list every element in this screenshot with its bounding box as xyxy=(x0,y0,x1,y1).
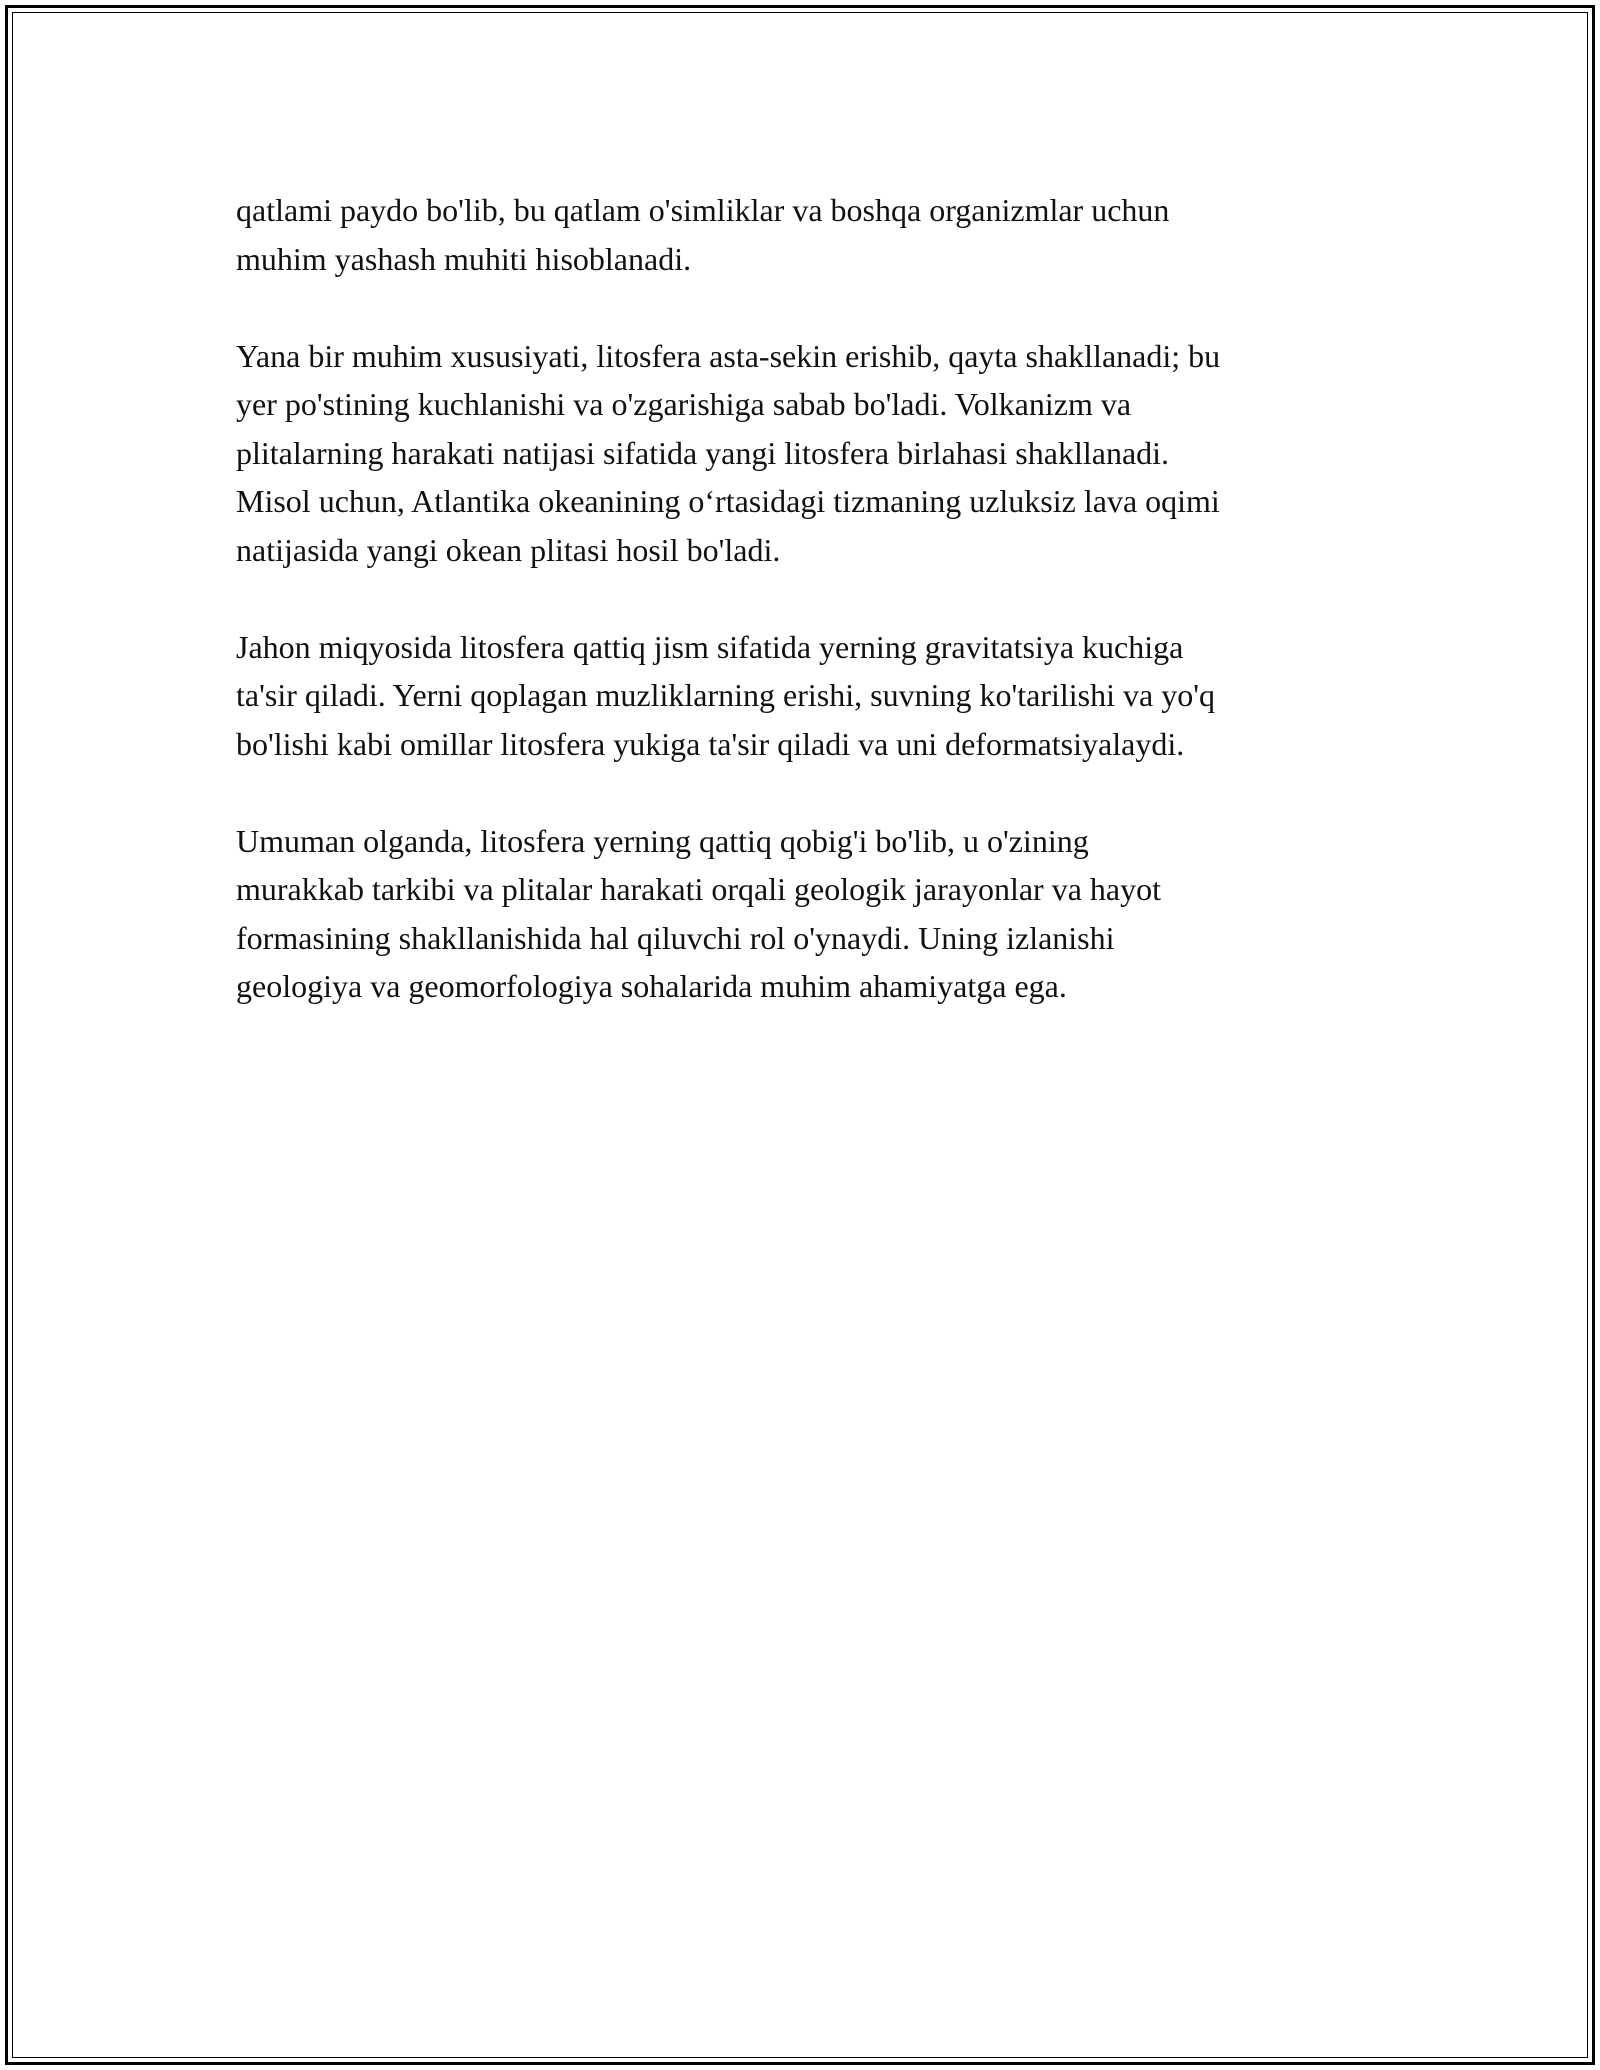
text-line: plitalarning harakati natijasi sifatida yangi litosfera birlahasi shakllanadi. xyxy=(236,434,1170,471)
text-line: formasining shakllanishida hal qiluvchi rol o'ynaydi. Uning izlanishi xyxy=(236,919,1115,956)
text-line: natijasida yangi okean plitasi hosil bo'ladi. xyxy=(236,531,781,568)
text-line: qatlami paydo bo'lib, bu qatlam o'simliklar va boshqa organizmlar uchun xyxy=(236,192,1170,228)
text-line: Yana bir muhim xususiyati, litosfera asta-sekin erishib, qayta shakllanadi; bu xyxy=(236,337,1221,374)
text-line: ta'sir qiladi. Yerni qoplagan muzliklarning erishi, suvning ko'tarilishi va yo'q xyxy=(236,677,1215,713)
text-line: bo'lishi kabi omillar litosfera yukiga ta'sir qiladi va uni deformatsiyalaydi. xyxy=(236,725,1185,762)
text-line: murakkab tarkibi va plitalar harakati orqali geologik jarayonlar va hayot xyxy=(236,871,1161,907)
text-line: Misol uchun, Atlantika okeanining o‘rtasidagi tizmaning uzluksiz lava oqimi xyxy=(236,483,1220,519)
paragraph xyxy=(236,186,1386,283)
paragraph xyxy=(236,332,1386,575)
text-line: muhim yashash muhiti hisoblanadi. xyxy=(236,240,692,277)
document-body xyxy=(236,186,1386,1059)
text-line: Umuman olganda, litosfera yerning qattiq qobig'i bo'lib, u o'zining xyxy=(236,822,1089,859)
text-line: yer po'stining kuchlanishi va o'zgarishiga sabab bo'ladi. Volkanizm va xyxy=(236,386,1132,422)
text-line: geologiya va geomorfologiya sohalarida muhim ahamiyatga ega. xyxy=(236,968,1067,1004)
text-line: Jahon miqyosida litosfera qattiq jism sifatida yerning gravitatsiya kuchiga xyxy=(236,628,1184,665)
paragraph xyxy=(236,817,1386,1011)
paragraph xyxy=(236,623,1386,769)
